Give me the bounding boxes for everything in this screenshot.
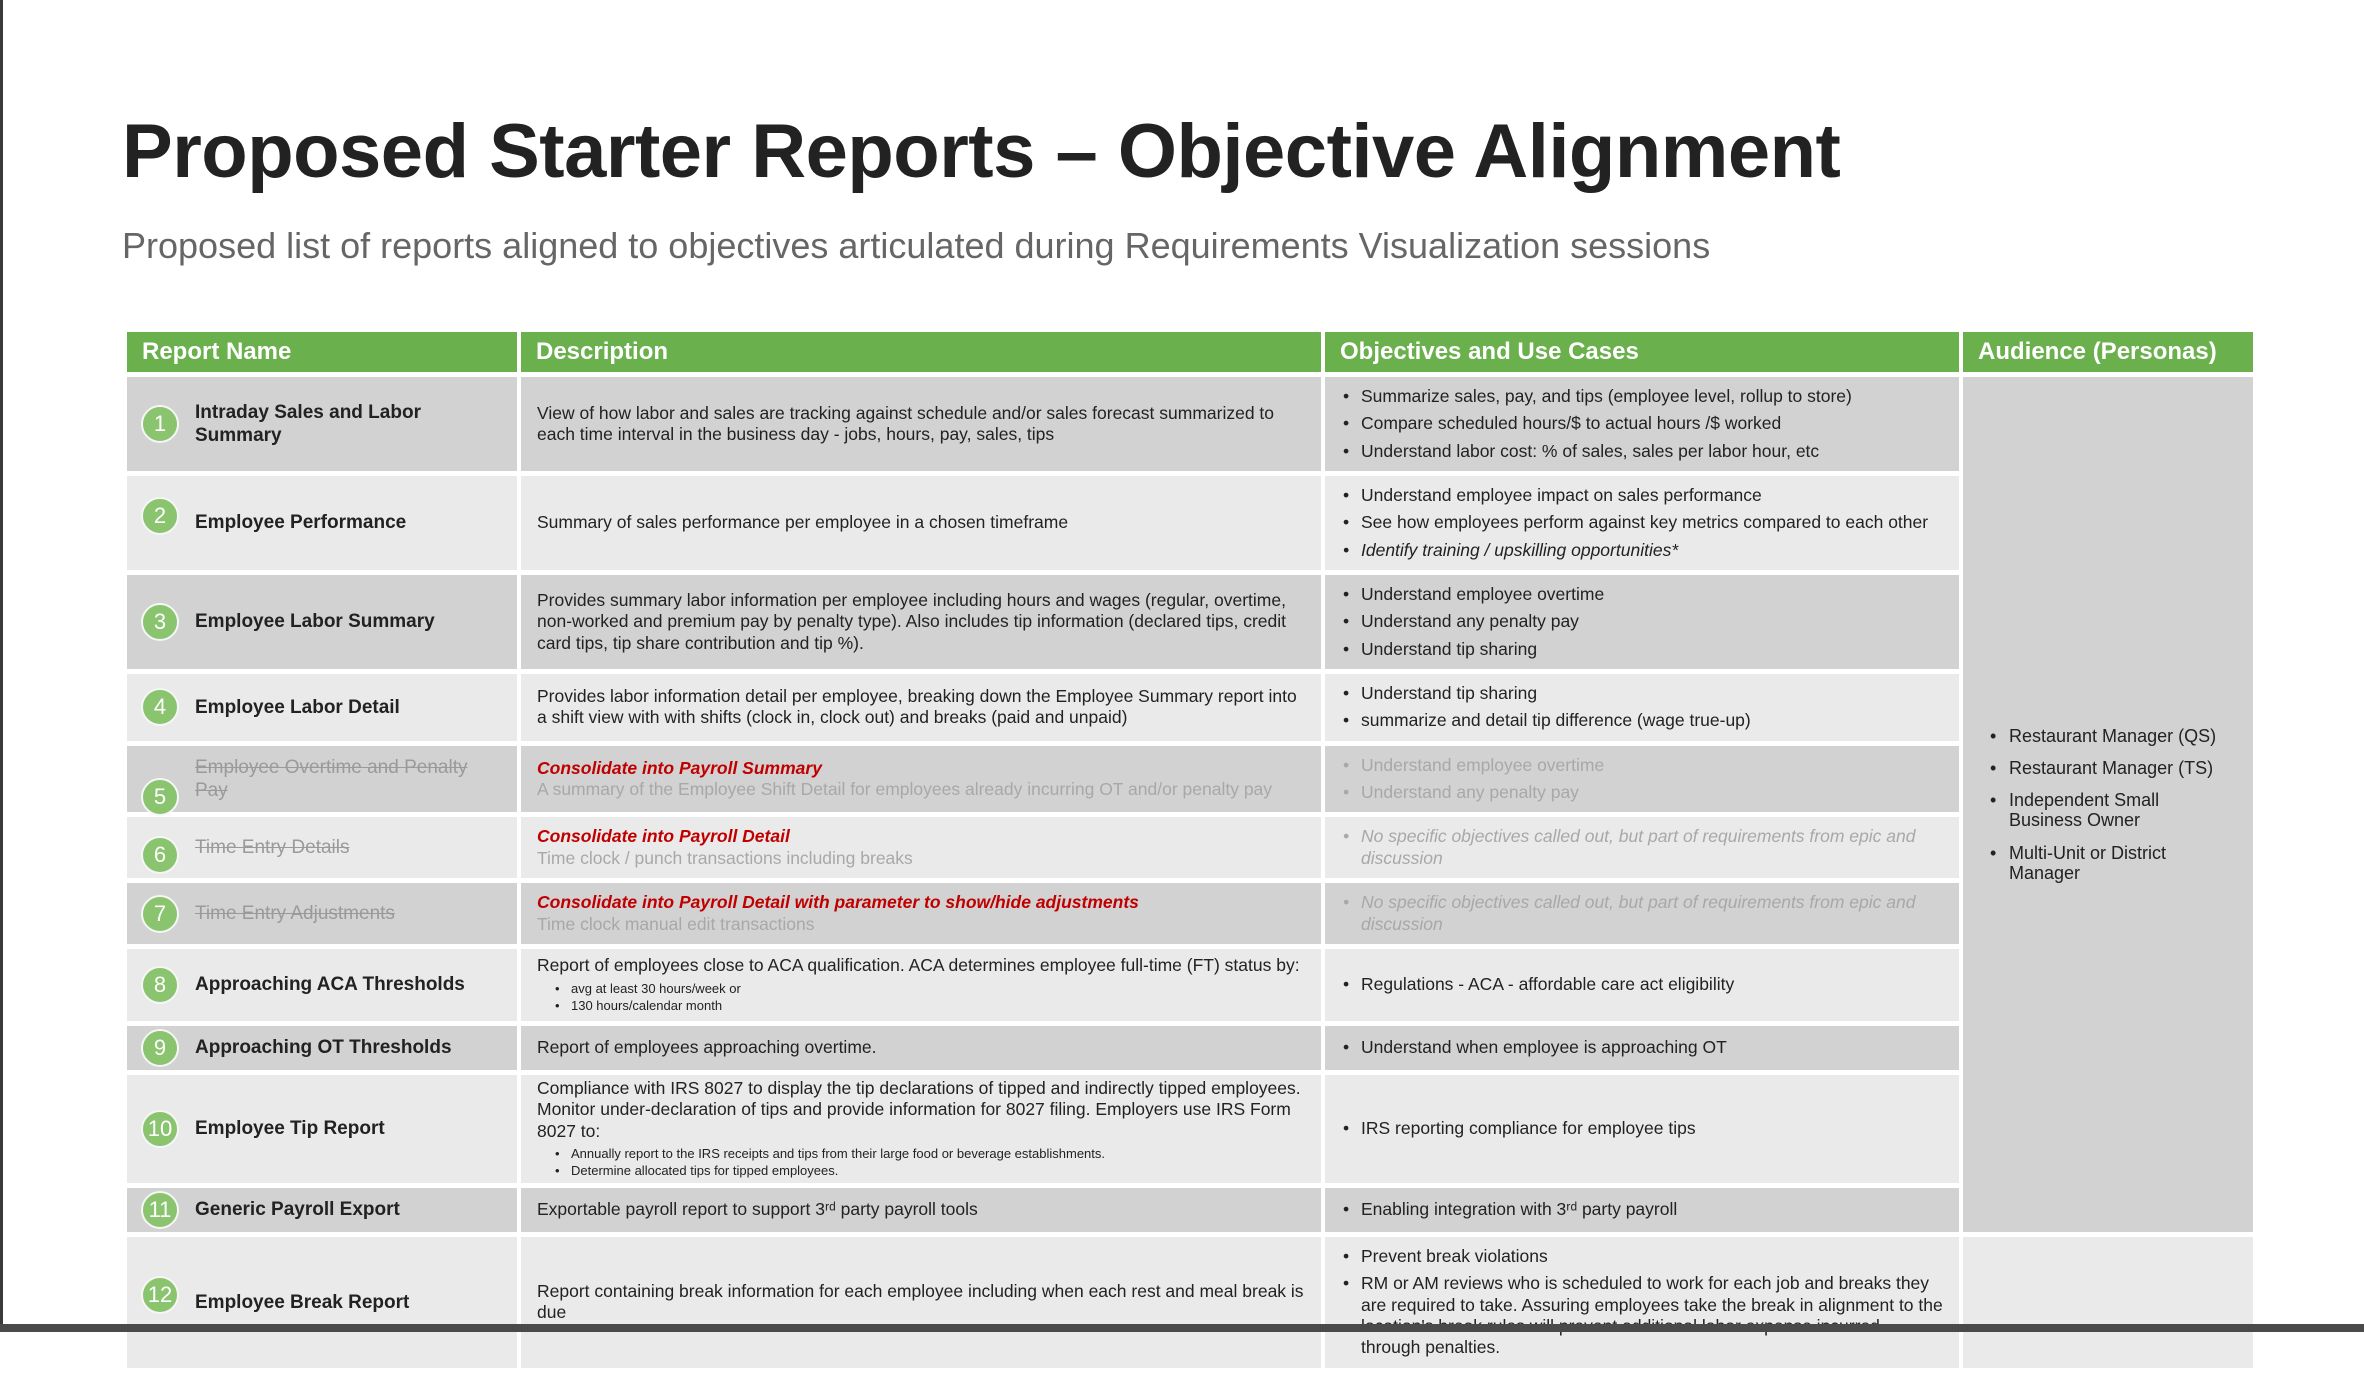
table-row: [127, 949, 2253, 1021]
description-cell: [521, 575, 1321, 669]
objectives-cell: [1325, 1075, 1959, 1183]
objective-item: • Understand labor cost: % of sales, sales per labor hour, etc: [1361, 441, 1943, 462]
audience-cell: [1963, 377, 2253, 1232]
report-name-cell: [127, 575, 517, 669]
objectives-list: [1341, 1246, 1943, 1359]
report-description: Time clock manual edit transactions: [537, 913, 815, 934]
objectives-cell: [1325, 746, 1959, 813]
objectives-cell: [1325, 817, 1959, 878]
report-name-cell: [127, 1188, 517, 1232]
report-name: Employee Performance: [195, 512, 407, 534]
description-cell: [521, 377, 1321, 471]
objective-item: • summarize and detail tip difference (wage true-up): [1361, 710, 1943, 731]
report-description: Time clock / punch transactions including breaks: [537, 847, 913, 868]
table-row: [127, 1075, 2253, 1183]
report-name-cell: [127, 949, 517, 1021]
description-sublist: [537, 1146, 1305, 1180]
objectives-list: [1341, 1199, 1943, 1220]
description-subitem: • Determine allocated tips for tipped employees.: [571, 1163, 1305, 1180]
objective-item: • Compare scheduled hours/$ to actual hours /$ worked: [1361, 413, 1943, 434]
header-objectives: Objectives and Use Cases: [1325, 332, 1959, 372]
objectives-cell: [1325, 949, 1959, 1021]
table-row: [127, 476, 2253, 570]
report-name-cell: [127, 1026, 517, 1070]
report-number-badge: 12: [141, 1276, 179, 1314]
objectives-cell: [1325, 575, 1959, 669]
slide-bottom-border: [0, 1324, 2364, 1332]
report-number-badge: 1: [141, 405, 179, 443]
table-row: [127, 746, 2253, 813]
objective-item: • Understand tip sharing: [1361, 639, 1943, 660]
report-description: Exportable payroll report to support 3ʳᵈ party payroll tools: [537, 1199, 978, 1220]
objectives-cell: [1325, 377, 1959, 471]
report-number-badge: 7: [141, 895, 179, 933]
report-name: Employee Labor Summary: [195, 611, 435, 633]
table-row: [127, 377, 2253, 471]
table-row: [127, 1026, 2253, 1070]
audience-item: • Restaurant Manager (QS): [2009, 726, 2237, 746]
objectives-list: [1341, 974, 1943, 995]
report-name-cell: [127, 1237, 517, 1368]
description-cell: [521, 949, 1321, 1021]
report-number-badge: 5: [141, 778, 179, 816]
objectives-list: [1341, 826, 1943, 869]
objectives-cell: [1325, 1026, 1959, 1070]
report-name: Intraday Sales and Labor Summary: [195, 401, 421, 447]
report-name: Generic Payroll Export: [195, 1199, 400, 1221]
report-name: Approaching OT Thresholds: [195, 1037, 452, 1059]
report-number-badge: 3: [141, 603, 179, 641]
table-row: [127, 674, 2253, 741]
description-subitem: • avg at least 30 hours/week or: [571, 981, 1305, 998]
objectives-list: [1341, 1118, 1943, 1139]
objective-item: • IRS reporting compliance for employee tips: [1361, 1118, 1943, 1139]
objective-item: • Summarize sales, pay, and tips (employee level, rollup to store): [1361, 386, 1943, 407]
report-name: Employee Break Report: [195, 1291, 410, 1313]
report-description: Provides labor information detail per employee, breaking down the Employee Summary report into a shift view with with shifts (clock in, clock out) and breaks (paid and unpaid): [537, 686, 1297, 728]
objectives-list: [1341, 386, 1943, 462]
objectives-cell: [1325, 1237, 1959, 1368]
description-cell: [521, 1188, 1321, 1232]
objectives-list: [1341, 892, 1943, 935]
description-cell: [521, 883, 1321, 944]
consolidate-note: Consolidate into Payroll Detail: [537, 826, 790, 847]
objectives-cell: [1325, 883, 1959, 944]
audience-cell-empty: [1963, 1237, 2253, 1368]
report-description: Report of employees approaching overtime.: [537, 1037, 877, 1058]
report-number-badge: 9: [141, 1029, 179, 1067]
report-name-cell: [127, 746, 517, 813]
description-cell: [521, 1075, 1321, 1183]
objective-item: • Understand employee overtime: [1361, 584, 1943, 605]
objective-item: • Identify training / upskilling opportunities*: [1361, 540, 1943, 561]
report-name-cell: [127, 377, 517, 471]
objective-item: • Regulations - ACA - affordable care act eligibility: [1361, 974, 1943, 995]
objective-item: • Understand employee impact on sales performance: [1361, 485, 1943, 506]
objective-item: • Understand any penalty pay: [1361, 782, 1943, 803]
audience-item: • Restaurant Manager (TS): [2009, 758, 2237, 778]
report-description: Report of employees close to ACA qualification. ACA determines employee full-time (FT) status by:: [537, 955, 1300, 976]
report-description: View of how labor and sales are tracking against schedule and/or sales forecast summarized to each time interval in the business day - jobs, hours, pay, sales, tips: [537, 402, 1275, 445]
description-cell: [521, 476, 1321, 570]
objectives-cell: [1325, 1188, 1959, 1232]
report-description: Summary of sales performance per employee in a chosen timeframe: [537, 512, 1069, 533]
table-row: [127, 883, 2253, 944]
description-cell: [521, 817, 1321, 878]
objectives-list: [1341, 485, 1943, 561]
description-subitem: • 130 hours/calendar month: [571, 998, 1305, 1015]
description-cell: [521, 674, 1321, 741]
table-row: [127, 1188, 2253, 1232]
report-number-badge: 11: [141, 1191, 179, 1229]
report-description: Compliance with IRS 8027 to display the tip declarations of tipped and indirectly tipped employees. Monitor under-declaration of tips and provide information for 8027 filing. Employers use IRS Form 8027 to:: [537, 1077, 1301, 1141]
report-number-badge: 2: [141, 497, 179, 535]
objective-item: • Enabling integration with 3ʳᵈ party payroll: [1361, 1199, 1943, 1220]
audience-list: [1989, 726, 2237, 883]
objectives-list: [1341, 755, 1943, 804]
consolidate-note: Consolidate into Payroll Detail with parameter to show/hide adjustments: [537, 892, 1139, 913]
header-description: Description: [521, 332, 1321, 372]
description-subitem: • Annually report to the IRS receipts and tips from their large food or beverage establishments.: [571, 1146, 1305, 1163]
objectives-list: [1341, 683, 1943, 732]
table-row: [127, 1237, 2253, 1368]
report-description: Provides summary labor information per employee including hours and wages (regular, overtime, non-worked and premium pay by penalty type). Also includes tip information (declared tips, credit card tips, tip share contribution and tip %).: [537, 590, 1286, 653]
report-name: Employee Labor Detail: [195, 696, 400, 718]
report-name-cell: [127, 883, 517, 944]
report-number-badge: 8: [141, 966, 179, 1004]
report-name: Time Entry Details: [195, 837, 350, 859]
objective-item: • Understand when employee is approaching OT: [1361, 1037, 1943, 1058]
report-name: Time Entry Adjustments: [195, 902, 395, 924]
description-cell: [521, 746, 1321, 813]
description-cell: [521, 1026, 1321, 1070]
report-name: Employee Tip Report: [195, 1118, 385, 1140]
objective-item: • Understand tip sharing: [1361, 683, 1943, 704]
report-name-cell: [127, 674, 517, 741]
header-report-name: Report Name: [127, 332, 517, 372]
objective-item: • See how employees perform against key metrics compared to each other: [1361, 512, 1943, 533]
objectives-list: [1341, 1037, 1943, 1058]
report-name: Employee Overtime and Penalty Pay: [195, 756, 468, 802]
objective-item: • No specific objectives called out, but part of requirements from epic and discussion: [1361, 892, 1943, 935]
report-description: A summary of the Employee Shift Detail for employees already incurring OT and/or penalty pay: [537, 779, 1273, 800]
objective-item: • No specific objectives called out, but part of requirements from epic and discussion: [1361, 826, 1943, 869]
report-name-cell: [127, 1075, 517, 1183]
report-description: Report containing break information for each employee including when each rest and meal break is due: [537, 1280, 1304, 1323]
objectives-cell: [1325, 476, 1959, 570]
description-sublist: [537, 981, 1305, 1015]
report-number-badge: 4: [141, 688, 179, 726]
table-row: [127, 575, 2253, 669]
consolidate-note: Consolidate into Payroll Summary: [537, 757, 822, 778]
report-name-cell: [127, 817, 517, 878]
page-title: Proposed Starter Reports – Objective Alignment: [122, 109, 1841, 194]
table-row: [127, 817, 2253, 878]
report-number-badge: 6: [141, 836, 179, 874]
report-name: Approaching ACA Thresholds: [195, 974, 465, 996]
report-name-cell: [127, 476, 517, 570]
audience-item: • Multi-Unit or District Manager: [2009, 843, 2237, 883]
table-header-row: [127, 332, 2253, 372]
audience-item: • Independent Small Business Owner: [2009, 790, 2237, 830]
objectives-list: [1341, 584, 1943, 660]
header-audience: Audience (Personas): [1963, 332, 2253, 372]
objective-item: • Understand employee overtime: [1361, 755, 1943, 776]
objectives-cell: [1325, 674, 1959, 741]
objective-item: • Understand any penalty pay: [1361, 611, 1943, 632]
description-cell: [521, 1237, 1321, 1368]
page-subtitle: Proposed list of reports aligned to objectives articulated during Requirements Visualization sessions: [122, 225, 1711, 266]
objective-item: • RM or AM reviews who is scheduled to work for each job and breaks they are required to take. Assuring employees take the break in alignment to the through penalties.: [1361, 1273, 1943, 1358]
objective-item: • Prevent break violations: [1361, 1246, 1943, 1267]
reports-table: [123, 327, 2257, 1373]
report-number-badge: 10: [141, 1110, 179, 1148]
slide-left-border: [0, 0, 3, 1332]
